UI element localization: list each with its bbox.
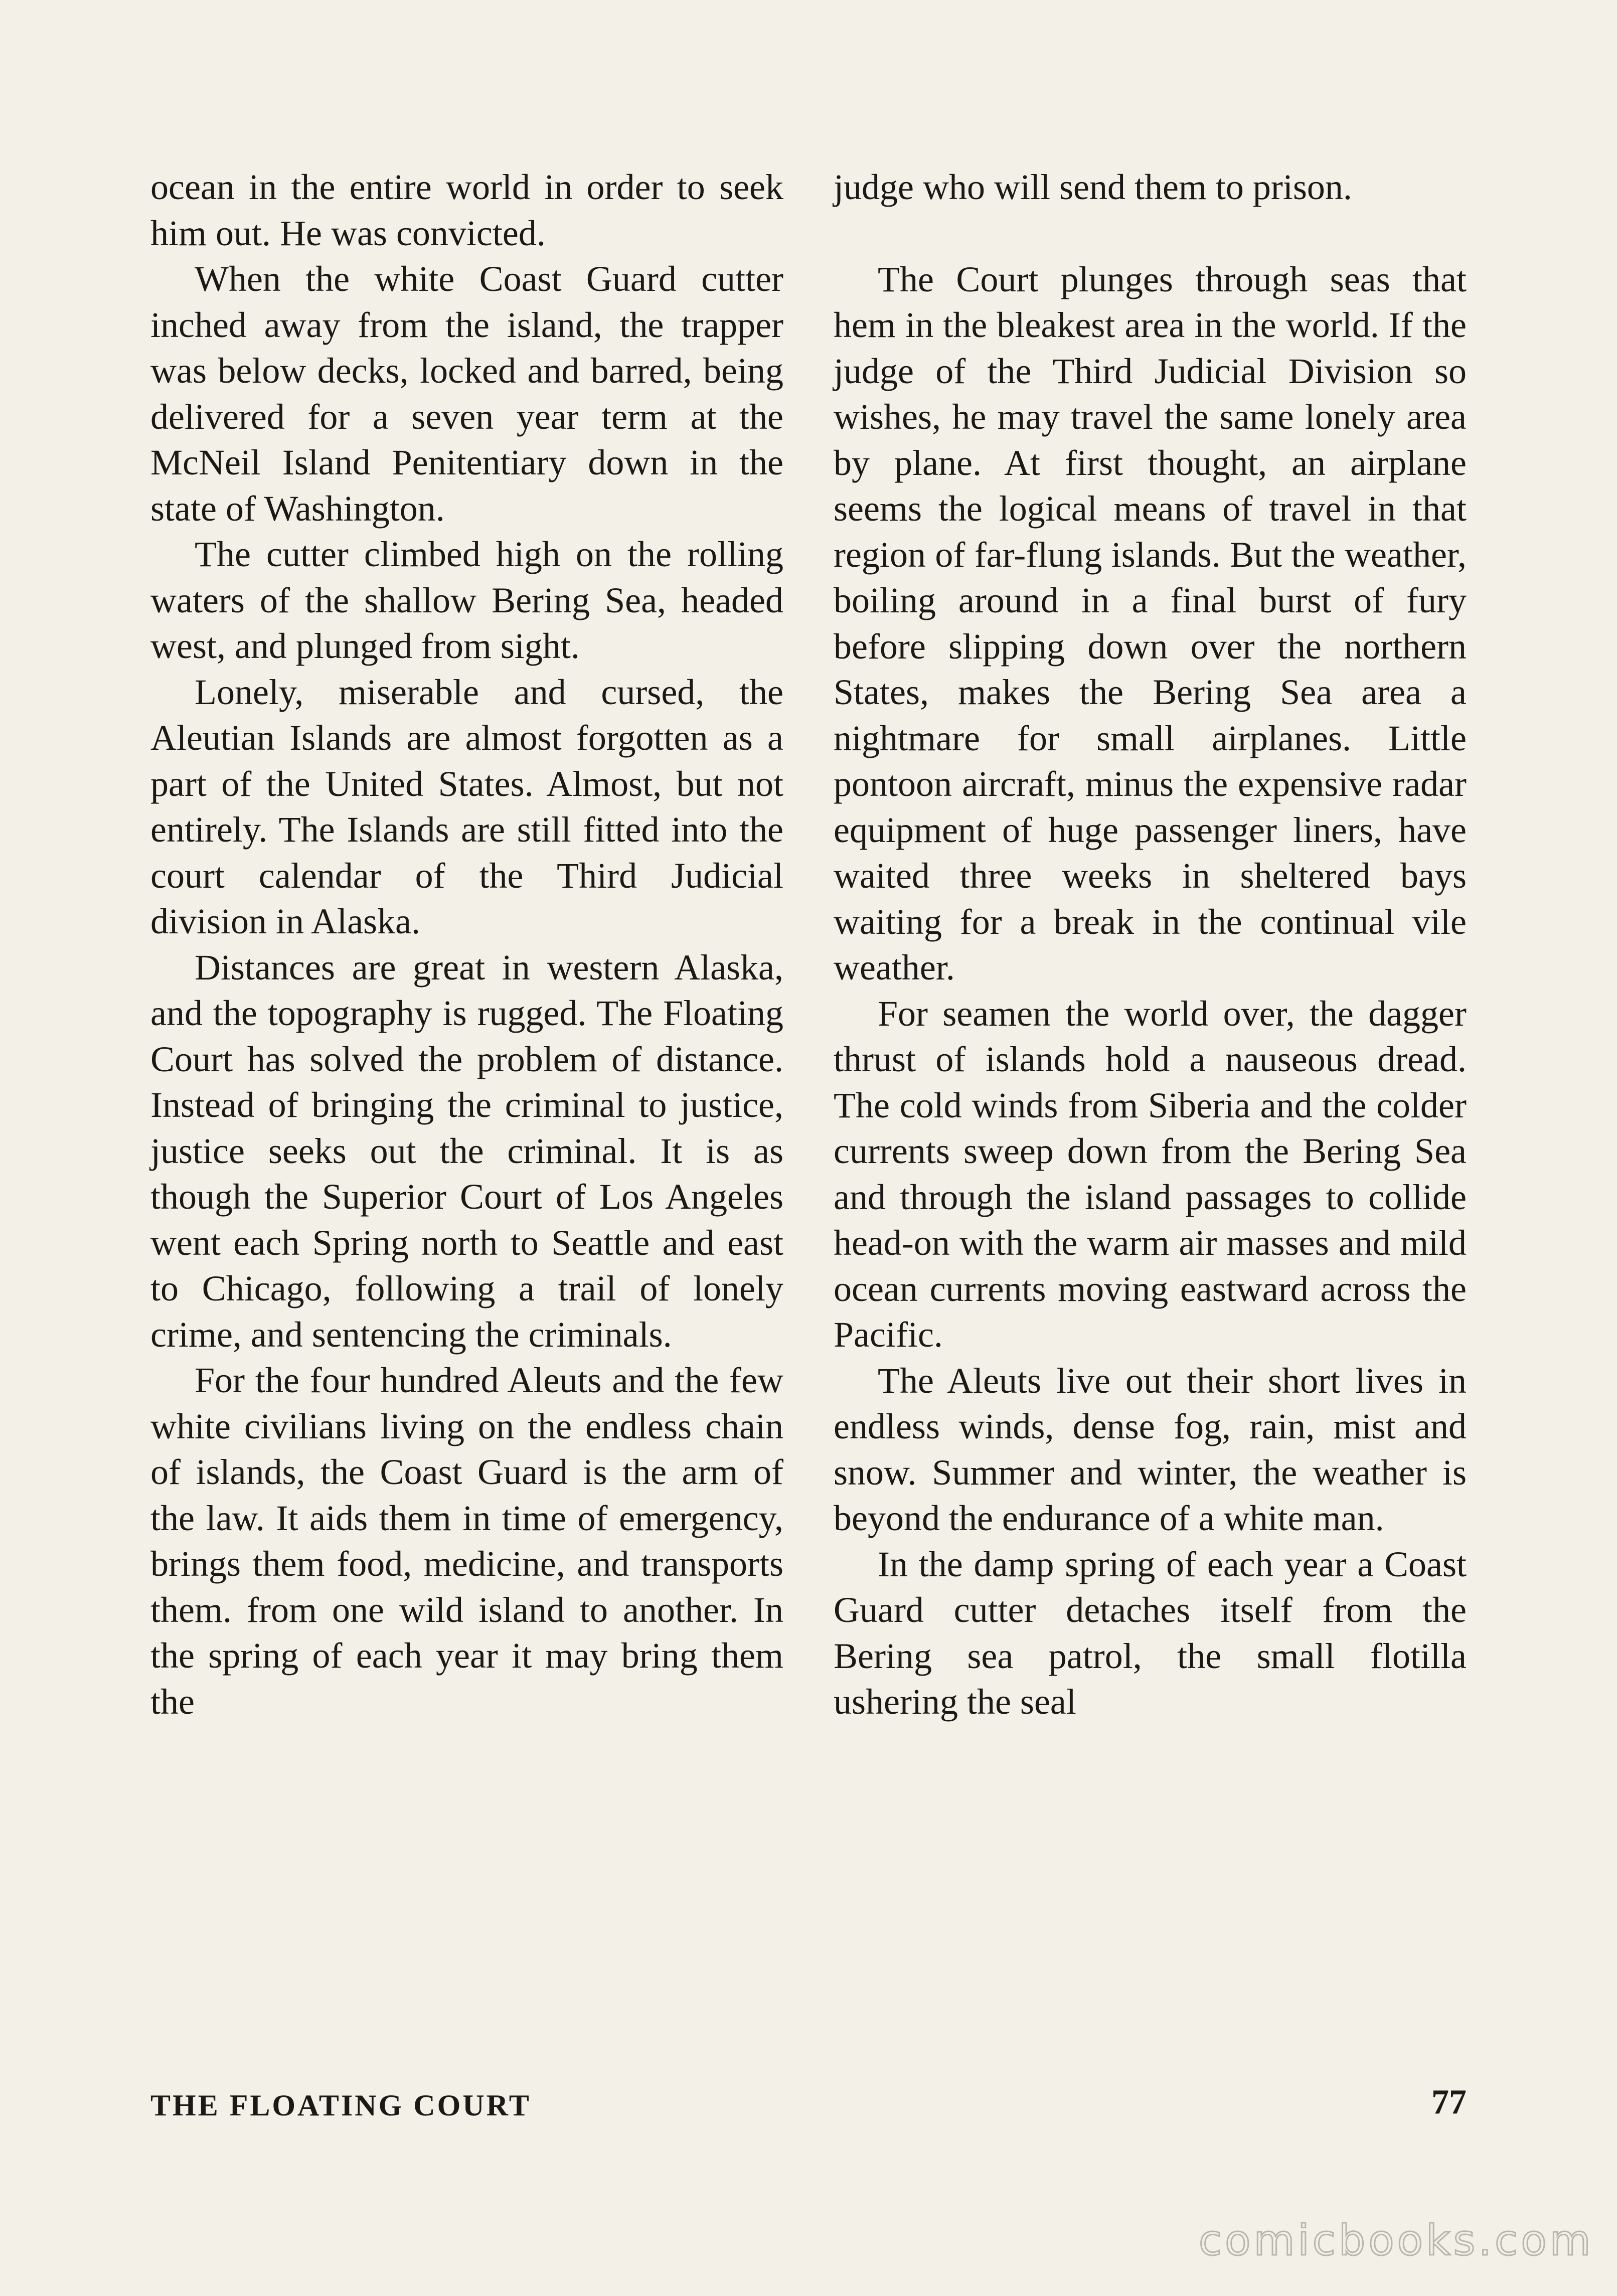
paragraph: Distances are great in western Alaska, and the topography is rugged. The Floating Court has solved the problem of distance. Instead of bringing the criminal to justice, justice seeks out the criminal. It is as though the Superior Court of Los Angeles went each Spring north to Seattle and east to Chicago, following a trail of lonely crime, and sentencing the criminals. [150,947,783,1355]
paragraph: ocean in the entire world in order to seek him out. He was convicted. [150,167,783,253]
paragraph: Lonely, miserable and cursed, the Aleutian Islands are almost forgotten as a part of the United States. Almost, but not entirely. The Islands are still fitted into the court calendar of the Third Judicial division in Alaska. [150,672,783,941]
paragraph: The cutter climbed high on the rolling waters of the shallow Bering Sea, headed west, and plunged from sight. [150,534,783,666]
paragraph: When the white Coast Guard cutter inched away from the island, the trapper was below decks, locked and barred, being delivered for a seven year term at the McNeil Island Penitentiary down in the state of Washington. [150,259,783,529]
left-text-column [150,165,783,1725]
paragraph: For seamen the world over, the dagger thrust of islands hold a nauseous dread. The cold winds from Siberia and the colder currents sweep down from the Bering Sea and through the island passages to collide head-on with the warm air masses and mild ocean currents moving eastward across the Pacific. [834,993,1467,1355]
watermark-text: comicbooks.com [1199,2216,1594,2265]
paragraph: For the four hundred Aleuts and the few white civilians living on the endless chain of islands, the Coast Guard is the arm of the law. It aids them in time of emergency, brings them food, medicine, and transports them. from one wild island to another. In the spring of each year it may bring them the [150,1360,783,1722]
paragraph: In the damp spring of each year a Coast Guard cutter detaches itself from the Bering sea patrol, the small flotilla ushering the seal [834,1544,1467,1722]
right-text-column [834,165,1467,1725]
page-number: 77 [1431,2083,1467,2121]
paragraph: The Aleuts live out their short lives in endless winds, dense fog, rain, mist and snow. Summer and winter, the weather is beyond the endurance of a white man. [834,1360,1467,1538]
running-title: THE FLOATING COURT [150,2089,531,2122]
paragraph: The Court plunges through seas that hem in the bleakest area in the world. If the judge of the Third Judicial Division so wishes, he may travel the same lonely area by plane. At first thought, an airplane seems the logical means of travel in that region of far-flung islands. But the weather, boiling around in a final burst of fury before slipping down over the northern States, makes the Bering Sea area a nightmare for small airplanes. Little pontoon aircraft, minus the expensive radar equipment of huge passenger liners, have waited three weeks in sheltered bays waiting for a break in the continual vile weather. [834,259,1467,988]
paragraph: judge who will send them to prison. [834,167,1352,207]
